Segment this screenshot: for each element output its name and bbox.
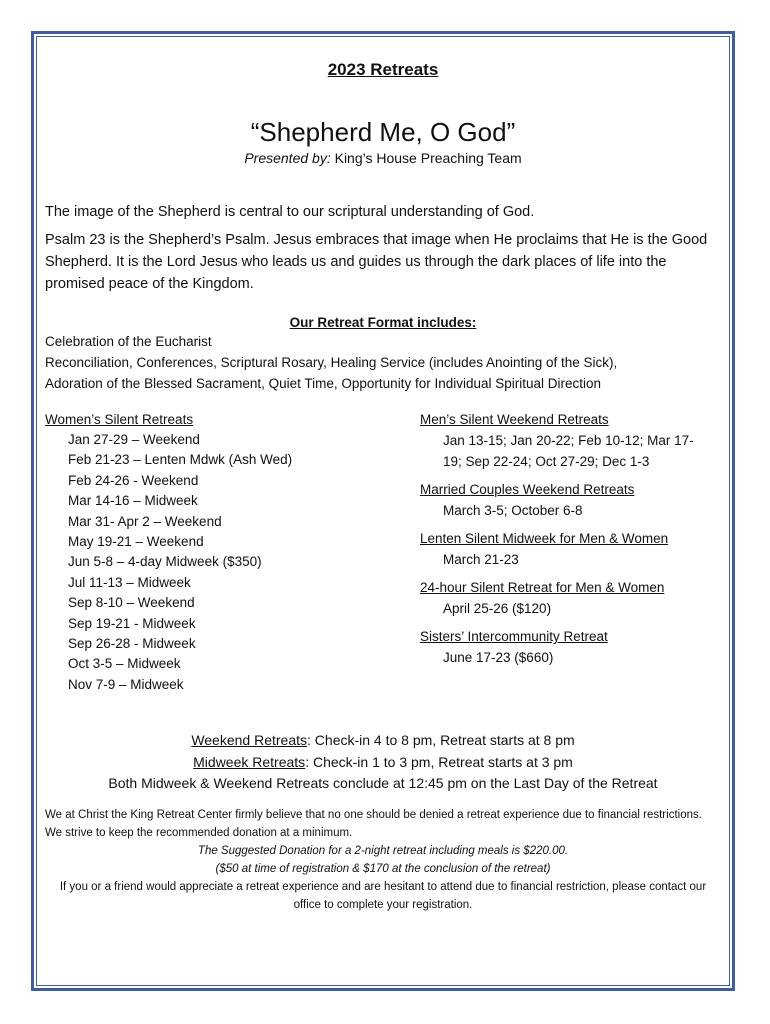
womens-date: Jan 27-29 – Weekend	[68, 432, 200, 447]
mens-dates: 19; Sep 22-24; Oct 27-29; Dec 1-3	[443, 454, 650, 469]
intro-line-2: Psalm 23 is the Shepherd’s Psalm. Jesus embraces that image when He proclaims that He is the Good Shepherd. It is the Lord Jesus who leads us and guides us through the dark places of life into the promised peace of the Kingdom.	[45, 232, 708, 292]
sisters-heading: Sisters’ Intercommunity Retreat	[420, 629, 608, 644]
womens-date: Oct 3-5 – Midweek	[68, 656, 181, 672]
couples-dates: March 3-5; October 6-8	[443, 503, 583, 518]
sisters-dates: June 17-23 ($660)	[443, 650, 554, 665]
other-retreats-column	[420, 410, 720, 676]
mens-group	[420, 410, 720, 472]
mens-dates: Jan 13-15; Jan 20-22; Feb 10-12; Mar 17-	[443, 433, 694, 448]
sisters-group	[420, 627, 720, 668]
womens-column	[45, 410, 405, 695]
midweek-checkin	[45, 752, 721, 774]
format-line: Celebration of the Eucharist	[45, 334, 212, 349]
checkin-info	[45, 730, 721, 795]
weekend-checkin	[45, 730, 721, 752]
midweek-text: : Check-in 1 to 3 pm, Retreat starts at 3 pm	[305, 753, 573, 770]
midweek-label: Midweek Retreats	[193, 753, 306, 770]
couples-group	[420, 480, 720, 521]
donation-split: ($50 at time of registration & $170 at the conclusion of the retreat)	[215, 862, 551, 875]
womens-date: Feb 21-23 – Lenten Mdwk (Ash Wed)	[68, 452, 293, 468]
womens-date: Sep 8-10 – Weekend	[68, 595, 195, 611]
womens-date: Sep 26-28 - Midweek	[68, 636, 196, 652]
lenten-heading: Lenten Silent Midweek for Men & Women	[420, 531, 669, 546]
womens-date: Jun 5-8 – 4-day Midweek ($350)	[68, 554, 262, 570]
format-line: Reconciliation, Conferences, Scriptural Rosary, Healing Service (includes Anointing of the Sick),	[45, 355, 618, 370]
womens-date: Feb 24-26 - Weekend	[68, 472, 199, 488]
contact-note: If you or a friend would appreciate a retreat experience and are hesitant to attend due to financial restriction, please contact our office to complete your registration.	[59, 880, 707, 911]
year-title: 2023 Retreats	[327, 60, 439, 79]
weekend-label: Weekend Retreats	[191, 732, 308, 748]
presented-label: Presented by:	[244, 150, 331, 166]
lenten-group	[420, 529, 720, 570]
donation-policy: We at Christ the King Retreat Center firmly believe that no one should be denied a retreat experience due to financial restrictions. We strive to keep the recommended donation at a minimum.	[45, 808, 702, 839]
womens-date: Jul 11-13 – Midweek	[68, 574, 191, 590]
womens-heading: Women’s Silent Retreats	[45, 412, 194, 427]
womens-date: Mar 14-16 – Midweek	[68, 493, 198, 509]
24hour-heading: 24-hour Silent Retreat for Men & Women	[420, 580, 665, 595]
donation-info	[45, 806, 721, 914]
24hour-group	[420, 578, 720, 619]
24hour-dates: April 25-26 ($120)	[443, 601, 552, 616]
mens-heading: Men’s Silent Weekend Retreats	[420, 412, 609, 427]
format-heading: Our Retreat Format includes:	[289, 315, 477, 330]
format-line: Adoration of the Blessed Sacrament, Quiet Time, Opportunity for Individual Spiritual Direction	[45, 376, 602, 391]
weekend-text: : Check-in 4 to 8 pm, Retreat starts at 8 pm	[307, 732, 575, 748]
conclude-note: Both Midweek & Weekend Retreats conclude at 12:45 pm on the Last Day of the Retreat	[108, 775, 658, 791]
womens-date: May 19-21 – Weekend	[68, 534, 204, 550]
womens-date: Nov 7-9 – Midweek	[68, 676, 184, 692]
couples-heading: Married Couples Weekend Retreats	[420, 482, 635, 497]
main-title: “Shepherd Me, O God”	[250, 117, 516, 147]
presented-by	[45, 150, 721, 166]
suggested-donation: The Suggested Donation for a 2-night retreat including meals is $220.00.	[197, 844, 569, 857]
lenten-dates: March 21-23	[443, 552, 519, 567]
womens-date: Sep 19-21 - Midweek	[68, 615, 196, 631]
retreat-columns	[45, 410, 721, 710]
presented-value: King’s House Preaching Team	[330, 150, 522, 166]
format-list	[45, 331, 721, 394]
flyer-content	[45, 60, 721, 914]
intro-line-1: The image of the Shepherd is central to our scriptural understanding of God.	[45, 204, 535, 220]
womens-date: Mar 31- Apr 2 – Weekend	[68, 513, 222, 529]
